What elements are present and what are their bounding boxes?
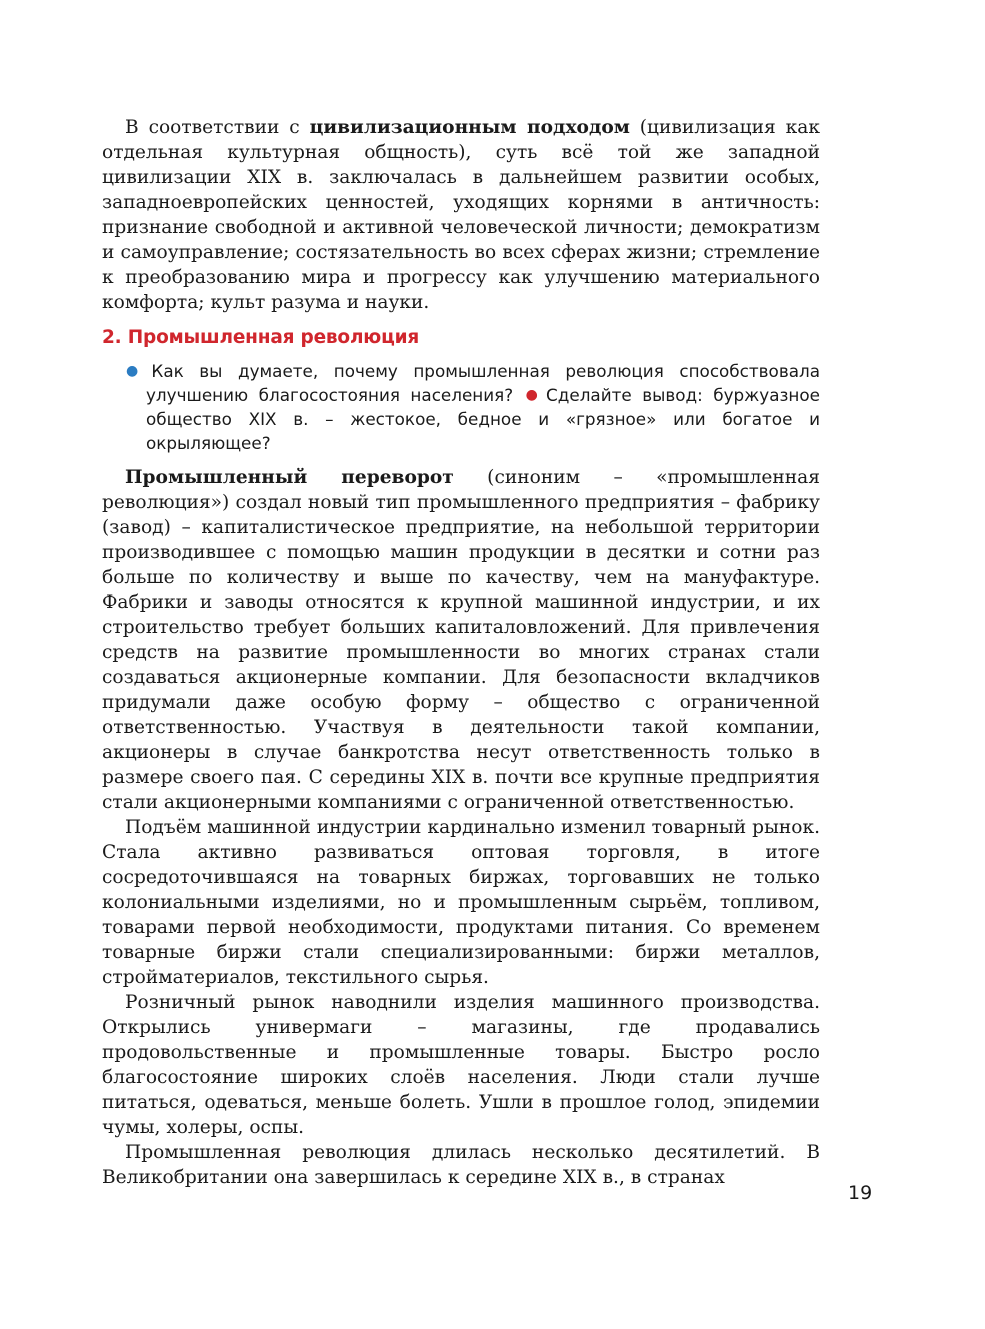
page-number: 19	[848, 1182, 873, 1204]
section-heading: 2. Промышленная революция	[102, 327, 420, 348]
bullet-red-icon: ●	[525, 387, 544, 403]
paragraph-3: Розничный рынок наводнили изделия машинного производства. Открылись универмаги – магазины, где продавались продовольственные и промышленные товары. Быстро росло благосостояние широких слоёв населения. Люди стали лучше питаться, одеваться, меньше болеть. Ушли в прошлое голод, эпидемии чумы, холеры, оспы.	[102, 992, 820, 1138]
paragraph-1-term: Промышленный переворот	[125, 467, 454, 488]
intro-text	[102, 115, 820, 315]
bullet-blue-icon: ●	[126, 363, 149, 379]
main-text	[102, 465, 820, 1190]
paragraph-1-body: (синоним – «промышленная революция») создал новый тип промышленного предприятия – фабрику (завод) – капиталистическое предприятие, на небольшой территории производившее с помощью машин продукции в десятки и сотни раз больше по количеству и выше по качеству, чем на мануфактуре. Фабрики и заводы относятся к крупной машинной индустрии, и их строительство требует больших капиталовложений. Для привлечения средств на развитие промышленности во многих странах стали создаваться акционерные компании. Для безопасности вкладчиков придумали даже особую форму – общество с ограниченной ответственностью. Участвуя в деятельности такой компании, акционеры в случае банкротства несут ответственность только в размере своего пая. С середины XIX в. почти все крупные предприятия стали акционерными компаниями с ограниченной ответственностью.	[102, 467, 820, 813]
paragraph-1	[102, 465, 820, 815]
intro-body: (цивилизация как отдельная культурная общность), суть всё той же западной цивилизации XIX в. заключалась в дальнейшем развитии особых, западноевропейских ценностей, уходящих корнями в античность: признание свободной и активной человеческой личности; демократизм и самоуправление; состязательность во всех сферах жизни; стремление к преобразованию мира и прогрессу как улучшению материального комфорта; культ разума и науки.	[102, 117, 820, 313]
question-1: Как вы думаете, почему промышленная революция способствовала улучшению благосостояния населения?	[146, 361, 820, 405]
intro-prefix: В соответствии с	[125, 117, 310, 138]
question-2: Сделайте вывод: буржуазное общество XIX в. – жестокое, бедное и «грязное» или богатое и окрыляющее?	[146, 385, 820, 453]
intro-term: цивилизационным подходом	[309, 117, 630, 138]
paragraph-4: Промышленная революция длилась несколько десятилетий. В Великобритании она завершилась к середине XIX в., в странах	[102, 1142, 820, 1188]
paragraph-2: Подъём машинной индустрии кардинально изменил товарный рынок. Стала активно развиваться оптовая торговля, в итоге сосредоточившаяся на товарных биржах, торговавших не только колониальными изделиями, но и промышленным сырьём, топливом, товарами первой необходимости, продуктами питания. Со временем товарные биржи стали специализированными: биржи металлов, стройматериалов, текстильного сырья.	[102, 817, 820, 988]
intro-paragraph	[102, 115, 820, 315]
questions-block	[126, 359, 820, 455]
